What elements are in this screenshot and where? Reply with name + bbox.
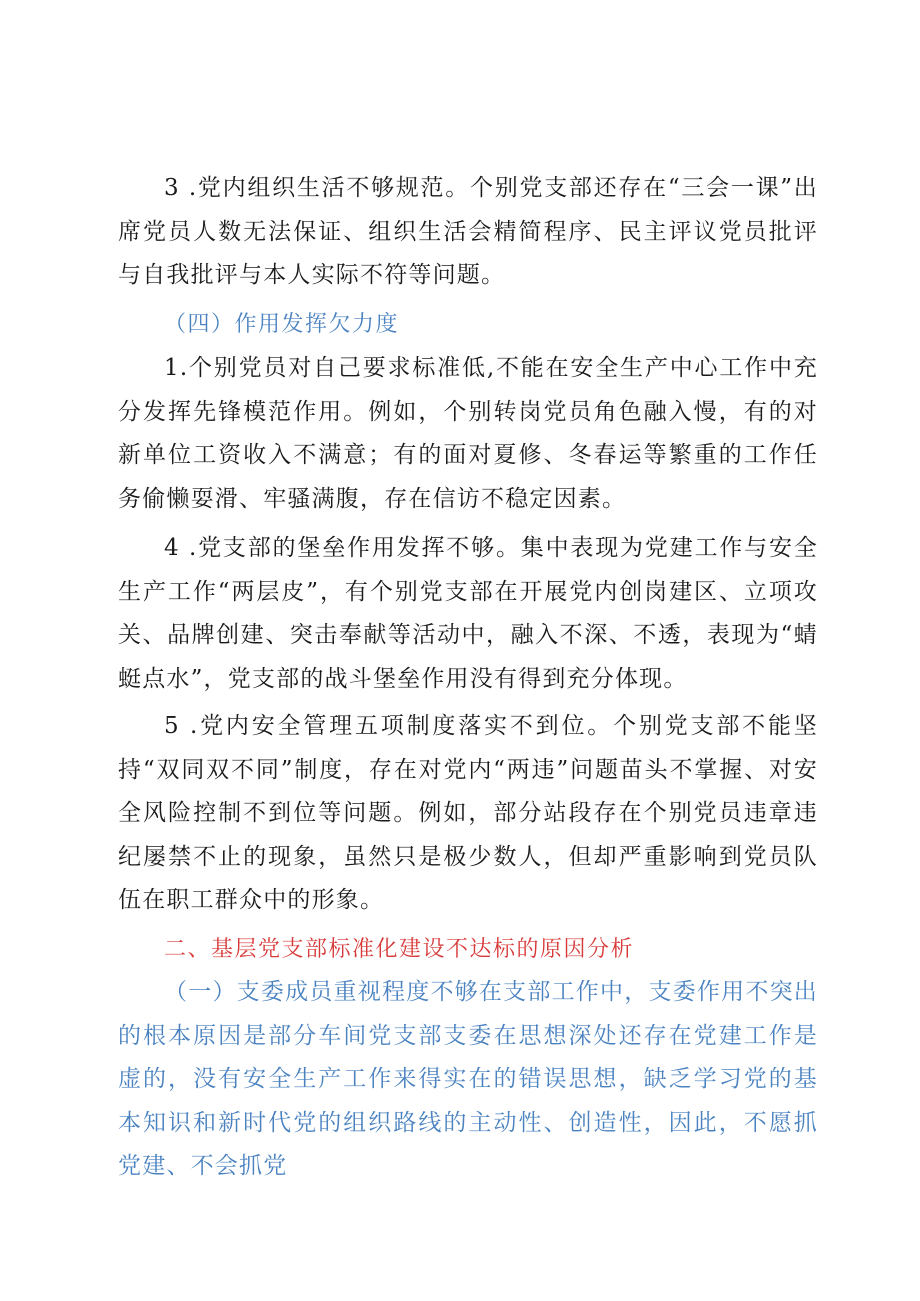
- paragraph-committee-attention: （一）支委成员重视程度不够在支部工作中，支委作用不突出的根本原因是部分车间党支部支委在思想深处还存在党建工作是虚的，没有安全生产工作来得实在的错误思想，缺乏学习党的基本知识和新时代党的组织路线的主动性、创造性，因此，不愿抓党建、不会抓党: [118, 979, 818, 1179]
- section-heading-cause-analysis: 二、基层党支部标准化建设不达标的原因分析: [164, 937, 635, 962]
- paragraph-party-life-irregular: 3 .党内组织生活不够规范。个别党支部还存在“三会一课”出席党员人数无法保证、组织生活会精简程序、民主评议党员批评与自我批评与本人实际不符等问题。: [118, 175, 818, 288]
- paragraph-member-low-standards: 1.个别党员对自己要求标准低,不能在安全生产中心工作中充分发挥先锋模范作用。例如，个别转岗党员角色融入慢，有的对新单位工资收入不满意；有的面对夏修、冬春运等繁重的工作任务偷懒耍滑、牢骚满腹，存在信访不稳定因素。: [118, 355, 818, 512]
- paragraph-safety-system-implementation: 5 .党内安全管理五项制度落实不到位。个别党支部不能坚持“双同双不同”制度，存在对党内“两违”问题苗头不掌握、对安全风险控制不到位等问题。例如，部分站段存在个别党员违章违纪屡禁不止的现象，虽然只是极少数人，但却严重影响到党员队伍在职工群众中的形象。: [118, 713, 818, 913]
- subheading-role-insufficient: （四）作用发挥欠力度: [164, 312, 400, 337]
- paragraph-branch-fortress-role: 4 .党支部的堡垒作用发挥不够。集中表现为党建工作与安全生产工作“两层皮”，有个别党支部在开展党内创岗建区、立项攻关、品牌创建、突击奉献等活动中，融入不深、不透，表现为“蜻蜓点水”，党支部的战斗堡垒作用没有得到充分体现。: [118, 535, 818, 692]
